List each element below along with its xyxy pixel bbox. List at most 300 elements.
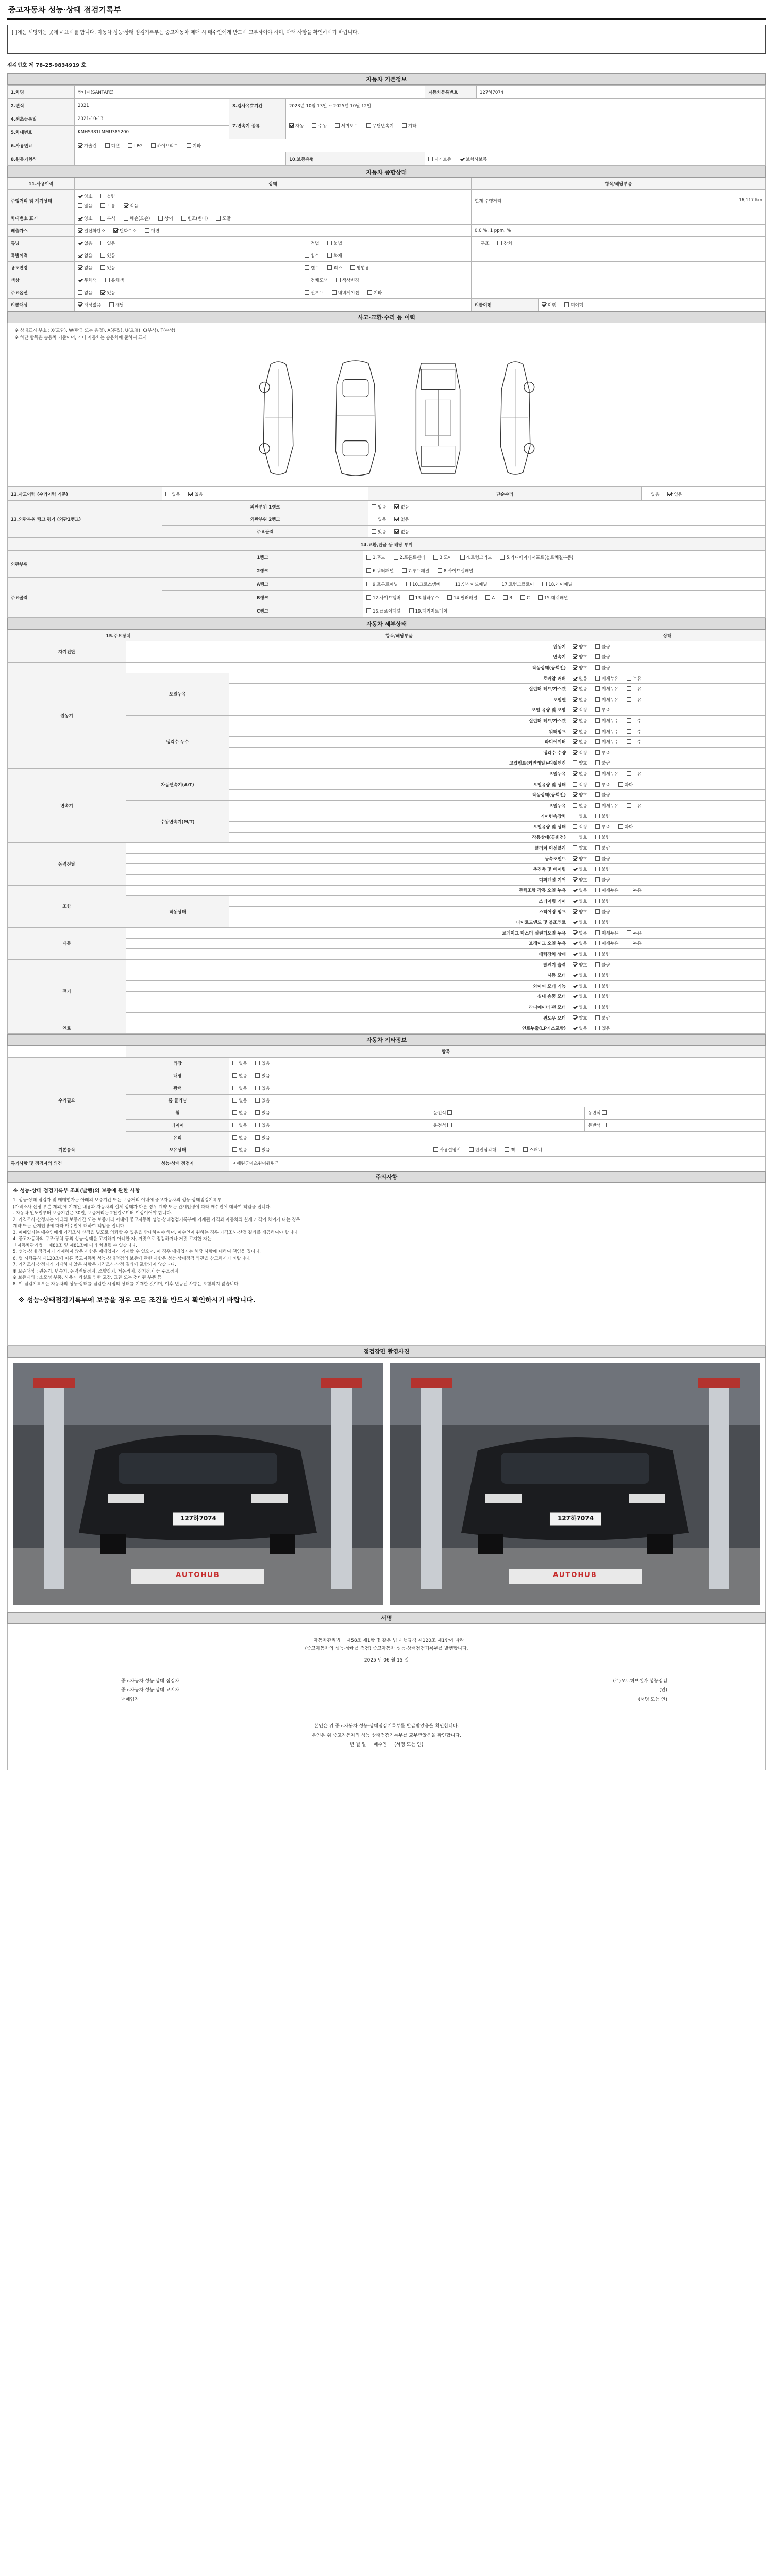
option-checkbox[interactable]: 없음 — [573, 940, 587, 946]
option-checkbox[interactable]: 누수 — [627, 728, 641, 735]
option-checkbox[interactable]: 없음 — [78, 240, 92, 246]
option-checkbox[interactable]: 양호 — [573, 951, 587, 957]
device-group: 동력전달 — [8, 843, 126, 885]
option-checkbox[interactable]: 없음 — [573, 930, 587, 936]
option-checkbox[interactable]: 없음 — [232, 1110, 247, 1116]
checkbox-icon — [627, 686, 631, 691]
option-checkbox[interactable]: 미세누유 — [595, 771, 618, 777]
etc-options — [229, 1107, 430, 1119]
option-checkbox[interactable]: 누유 — [627, 940, 641, 946]
checkbox-icon — [428, 157, 433, 161]
option-checkbox[interactable]: 적정 — [573, 750, 587, 756]
option-checkbox[interactable]: 많음 — [78, 202, 92, 209]
checkbox-icon — [573, 1026, 577, 1030]
checkbox-icon — [187, 143, 191, 148]
option-checkbox[interactable]: 부족 — [595, 782, 610, 788]
option-checkbox[interactable]: 있음 — [255, 1085, 270, 1091]
checkbox-icon — [124, 203, 128, 208]
checkbox-icon — [595, 930, 600, 935]
checkbox-icon — [394, 529, 399, 534]
option-checkbox[interactable]: 양호 — [573, 845, 587, 851]
option-checkbox[interactable]: 있음 — [100, 290, 115, 296]
option-checkbox[interactable]: 있음 — [255, 1060, 270, 1066]
checkbox-icon — [232, 1086, 237, 1090]
option-checkbox[interactable]: 상이 — [158, 215, 173, 222]
option-checkbox[interactable]: 양호 — [573, 1015, 587, 1021]
detail-item: 배력장치 상태 — [229, 949, 569, 960]
option-checkbox[interactable]: 도말 — [216, 215, 230, 222]
option-checkbox[interactable]: 불량 — [595, 909, 610, 915]
diagram-legend: ※ 상태표시 부호 : X(교환), W(판금 또는 용접), A(흠집), U(요철), C(부식), T(손상) ※ 하단 항목은 승용차 기준이며, 기타 자동차는 승용차에 준하여 표시 — [15, 328, 176, 341]
checkbox-icon — [366, 123, 371, 128]
checkbox-icon — [573, 867, 577, 871]
checkbox-icon — [500, 555, 505, 560]
checkbox-icon — [627, 697, 631, 702]
option-checkbox[interactable]: 없음 — [232, 1134, 247, 1141]
option-checkbox[interactable]: 없음 — [232, 1073, 247, 1079]
option-checkbox[interactable]: 양호 — [573, 877, 587, 883]
overall-row-label: 주행거리 및 계기상태 — [8, 190, 75, 212]
detail-status — [569, 1012, 766, 1023]
option-checkbox[interactable]: 기타 — [367, 290, 382, 296]
option-checkbox[interactable]: 있음 — [372, 529, 386, 535]
checkbox-icon — [332, 290, 337, 295]
option-checkbox[interactable]: 누유 — [627, 686, 641, 692]
label: 특기사항 및 점검자의 의견 — [8, 1156, 126, 1171]
signature-body: 「자동차관리법」 제58조 제1항 및 같은 법 시행규칙 제120조 제1항에 따라 (중고자동차의 성능·상태를 점검) 중고자동차 성능·상태점검기록부를 발행합니다. 2025 년 06 월 15 일 중고자동차 성능·상태 점검자 (주)오토허브셀카 성능점검 중고자동차 성능·상태 고지자 (인) 매매업자 (서명 또는 인) 본인은 위 중고자동차 성능·상태점검기록부를 발급받았음을 확인합니다. 본인은 위 중고자동차의 성능·상태점검기록부를 교부받았음을 확인합니다. 년 월 일 매수인 (서명 또는 인) — [7, 1624, 766, 1770]
label: 7.변속기 종류 — [229, 112, 286, 139]
checkbox-icon — [573, 888, 577, 892]
option-checkbox[interactable]: 불량 — [595, 654, 610, 660]
part-checkbox[interactable]: 2.프론트펜더 — [394, 554, 425, 561]
status-options — [472, 274, 766, 286]
part-checkbox[interactable]: 9.프론트패널 — [366, 581, 398, 587]
option-checkbox[interactable]: 미세누유 — [595, 940, 618, 946]
option-checkbox[interactable]: 없음 — [232, 1122, 247, 1128]
option-checkbox[interactable]: 있음 — [645, 491, 659, 497]
option-checkbox[interactable]: 일산화탄소 — [78, 228, 105, 234]
option-checkbox[interactable]: 부식 — [100, 215, 115, 222]
option-checkbox[interactable]: 하이브리드 — [151, 143, 178, 149]
part-checkbox[interactable]: 6.쿼터패널 — [366, 568, 394, 574]
option-checkbox[interactable]: 양호 — [573, 972, 587, 978]
option-checkbox[interactable]: 양호 — [573, 792, 587, 798]
option-checkbox[interactable]: 색상변경 — [336, 277, 359, 283]
option-checkbox[interactable]: 양호 — [78, 193, 92, 199]
detail-item: 라디에이터 팬 모터 — [229, 1002, 569, 1013]
option-checkbox[interactable]: 없음 — [573, 686, 587, 692]
section-header: 서명 — [8, 1612, 766, 1623]
option-checkbox[interactable]: 가솔린 — [78, 143, 97, 149]
option-checkbox[interactable]: 탄화수소 — [113, 228, 137, 234]
checkbox-icon — [305, 265, 309, 270]
part-checkbox[interactable]: 5.라디에이터서포트(볼트체결부품) — [500, 554, 573, 561]
part-checkbox[interactable]: 15.대쉬패널 — [538, 595, 568, 601]
option-checkbox[interactable]: 미세누유 — [595, 887, 618, 893]
option-checkbox[interactable]: 누유 — [627, 930, 641, 936]
option-checkbox[interactable]: 불량 — [595, 1004, 610, 1010]
part-checkbox[interactable]: 8.사이드실패널 — [438, 568, 473, 574]
option-checkbox[interactable]: 불량 — [595, 760, 610, 766]
option-checkbox[interactable]: 안전삼각대 — [469, 1147, 496, 1153]
option-checkbox[interactable]: 불량 — [595, 643, 610, 650]
checkbox-icon — [255, 1135, 260, 1140]
checkbox-icon — [78, 253, 82, 258]
label: 외판부위 2랭크 — [162, 513, 368, 526]
document-page — [7, 0, 766, 1770]
option-checkbox[interactable]: 있음 — [255, 1097, 270, 1104]
checkbox-icon — [573, 654, 577, 659]
checkbox-icon — [335, 123, 340, 128]
option-checkbox[interactable]: 렌트 — [305, 265, 319, 271]
option-checkbox[interactable]: 부족 — [595, 824, 610, 830]
status-options — [75, 237, 301, 249]
option-checkbox[interactable]: 있음 — [100, 252, 115, 259]
option-checkbox[interactable]: 미이행 — [564, 302, 583, 308]
fuel-options — [75, 139, 766, 152]
checkbox-icon — [113, 228, 118, 233]
option-checkbox[interactable]: 양호 — [573, 643, 587, 650]
option-checkbox[interactable]: 잭 — [505, 1147, 515, 1153]
option-checkbox[interactable]: 누수 — [627, 718, 641, 724]
option-checkbox[interactable]: 미세누유 — [595, 675, 618, 682]
option-checkbox[interactable]: 없음 — [78, 290, 92, 296]
option-checkbox[interactable]: 침수 — [305, 252, 319, 259]
option-checkbox[interactable]: 없음 — [394, 529, 409, 535]
option-checkbox[interactable]: 양호 — [573, 962, 587, 968]
option-checkbox[interactable]: 누유 — [627, 803, 641, 809]
option-checkbox[interactable]: 양호 — [573, 1004, 587, 1010]
note-line: (가격조사 산정 부분 제외)에 기재된 내용과 자동차의 실제 상태가 다른 경우 계약 또는 관계법령에 따라 매수인에 대하여 책임을 집니다. — [13, 1204, 272, 1210]
checkbox-icon — [350, 265, 355, 270]
option-checkbox[interactable]: 불량 — [595, 856, 610, 862]
detail-status — [569, 673, 766, 684]
label: 3.검사유효기간 — [229, 99, 286, 112]
option-checkbox[interactable]: 없음 — [573, 697, 587, 703]
option-checkbox[interactable]: 세미오토 — [335, 123, 358, 129]
option-checkbox[interactable]: 불량 — [595, 845, 610, 851]
option-checkbox[interactable]: 해당없음 — [78, 302, 101, 308]
option-checkbox[interactable]: 누유 — [627, 771, 641, 777]
option-checkbox[interactable]: 없음 — [188, 491, 203, 497]
option-checkbox[interactable]: 양호 — [573, 813, 587, 819]
device-subgroup: 수동변속기(M/T) — [126, 800, 229, 842]
option-checkbox[interactable]: 영업용 — [350, 265, 369, 271]
empty-cell — [126, 864, 229, 875]
option-checkbox[interactable]: 있음 — [255, 1073, 270, 1079]
status-options — [75, 190, 472, 212]
option-checkbox[interactable]: 불량 — [595, 866, 610, 872]
checkbox-icon — [627, 930, 631, 935]
part-checkbox[interactable]: 19.패키지트레이 — [409, 608, 448, 614]
option-checkbox[interactable]: 불량 — [595, 951, 610, 957]
checkbox-icon — [538, 595, 543, 600]
option-checkbox[interactable]: 불량 — [595, 972, 610, 978]
option-checkbox[interactable]: 양호 — [573, 983, 587, 989]
status-options — [301, 299, 472, 311]
option-checkbox[interactable]: 수동 — [312, 123, 326, 129]
option-checkbox[interactable]: 무단변속기 — [366, 123, 394, 129]
option-checkbox[interactable]: 적정 — [573, 824, 587, 830]
checkbox-icon — [433, 555, 438, 560]
label: 4.최초등록일 — [8, 112, 75, 126]
checkbox-icon — [151, 143, 156, 148]
option-checkbox[interactable]: 사용설명서 — [433, 1147, 461, 1153]
detail-item: 오일유량 및 상태 — [229, 822, 569, 833]
device-subgroup: 냉각수 누수 — [126, 716, 229, 769]
option-checkbox[interactable]: 불량 — [595, 993, 610, 999]
option-checkbox[interactable]: 없음 — [573, 728, 587, 735]
option-checkbox[interactable]: 누유 — [627, 697, 641, 703]
detail-status — [569, 832, 766, 843]
option-checkbox[interactable]: 미세누유 — [595, 803, 618, 809]
detail-status — [569, 885, 766, 896]
option-checkbox[interactable]: 양호 — [573, 856, 587, 862]
option-checkbox[interactable]: 내비게이션 — [332, 290, 359, 296]
option-checkbox[interactable]: 없음 — [573, 739, 587, 745]
option-checkbox[interactable]: 없음 — [232, 1085, 247, 1091]
detail-item: 냉각수 수량 — [229, 747, 569, 758]
option-checkbox[interactable]: 불량 — [595, 834, 610, 840]
part-checkbox[interactable]: 3.도어 — [433, 554, 452, 561]
option-checkbox[interactable]: 없음 — [78, 252, 92, 259]
option-checkbox[interactable]: 화재 — [327, 252, 342, 259]
checkbox-icon — [305, 253, 309, 258]
checkbox-icon — [78, 290, 82, 295]
device-group: 원동기 — [8, 663, 126, 769]
option-checkbox[interactable]: 불량 — [595, 962, 610, 968]
part-checkbox[interactable]: 11.인사이드패널 — [449, 581, 488, 587]
part-checkbox[interactable]: 18.리어패널 — [542, 581, 572, 587]
part-checkbox[interactable]: 13.휠하우스 — [409, 595, 439, 601]
checkbox-icon — [573, 814, 577, 818]
option-checkbox[interactable]: 불량 — [595, 877, 610, 883]
checkbox-icon — [216, 216, 221, 221]
part-checkbox[interactable]: 4.트렁크리드 — [460, 554, 492, 561]
detail-item: 타이로드엔드 및 볼조인트 — [229, 917, 569, 928]
checkbox-icon — [100, 203, 105, 208]
option-checkbox[interactable]: 있음 — [255, 1110, 270, 1116]
checkbox-icon — [402, 568, 407, 573]
option-checkbox[interactable]: 없음 — [573, 1025, 587, 1031]
detail-status — [569, 981, 766, 992]
option-checkbox[interactable]: 있음 — [255, 1134, 270, 1141]
checkbox-icon — [595, 909, 600, 914]
option-checkbox[interactable]: 보통 — [100, 202, 115, 209]
option-checkbox[interactable]: 양호 — [573, 993, 587, 999]
option-checkbox[interactable]: 변조(변타) — [181, 215, 208, 222]
etc-options — [229, 1070, 430, 1082]
part-checkbox[interactable]: 14.필러패널 — [447, 595, 477, 601]
option-checkbox[interactable]: 적정 — [573, 782, 587, 788]
checkbox-icon — [573, 1005, 577, 1009]
part-checkbox[interactable]: C — [520, 595, 530, 601]
option-checkbox[interactable]: 불량 — [595, 813, 610, 819]
option-checkbox[interactable]: 양호 — [573, 834, 587, 840]
option-checkbox[interactable]: 양호 — [573, 919, 587, 925]
option-checkbox[interactable]: 기타 — [402, 123, 416, 129]
checkbox-icon — [542, 302, 546, 307]
checkbox-icon — [372, 529, 376, 534]
option-checkbox[interactable]: 없음 — [78, 265, 92, 271]
option-checkbox[interactable]: 불량 — [595, 792, 610, 798]
option-checkbox[interactable]: 적음 — [124, 202, 138, 209]
checkbox-icon — [573, 771, 577, 776]
option-checkbox[interactable]: 양호 — [573, 665, 587, 671]
device-group: 전기 — [8, 959, 126, 1023]
warning-text: ※ 성능·상태점검기록부에 보증을 경우 모든 조건을 반드시 확인하시기 바랍니다. — [18, 1297, 256, 1305]
option-checkbox[interactable]: 누수 — [627, 739, 641, 745]
option-checkbox[interactable]: 미세누수 — [595, 718, 618, 724]
detail-status — [569, 705, 766, 716]
option-checkbox[interactable]: 불량 — [595, 1015, 610, 1021]
option-checkbox[interactable]: 양호 — [573, 654, 587, 660]
part-checkbox[interactable]: 7.루프패널 — [402, 568, 429, 574]
etc-info-section — [7, 1034, 766, 1171]
checkbox-icon — [232, 1073, 237, 1078]
device-group: 자기진단 — [8, 641, 126, 663]
option-checkbox[interactable]: 누유 — [627, 887, 641, 893]
device-group: 변속기 — [8, 769, 126, 843]
detail-status — [569, 853, 766, 864]
option-checkbox[interactable]: 썬루프 — [305, 290, 324, 296]
note-line: 1. 성능·상태 점검자 및 매매업자는 아래의 보증기간 또는 보증거리 이내에 중고자동차의 성능·상태점검기록부 — [13, 1198, 222, 1204]
option-checkbox[interactable]: 없음 — [573, 675, 587, 682]
detail-item: 워터펌프 — [229, 726, 569, 737]
option-checkbox[interactable]: 없음 — [667, 491, 682, 497]
option-checkbox[interactable]: 없음 — [232, 1147, 247, 1153]
part-checkbox[interactable]: 1.후드 — [366, 554, 385, 561]
option-checkbox[interactable]: 스패너 — [523, 1147, 542, 1153]
option-checkbox[interactable]: 있음 — [100, 240, 115, 246]
option-checkbox[interactable]: 미세누수 — [595, 728, 618, 735]
option-checkbox[interactable]: 리스 — [327, 265, 342, 271]
option-checkbox[interactable]: 해당 — [109, 302, 124, 308]
option-checkbox[interactable]: 무채색 — [78, 277, 97, 283]
option-checkbox[interactable]: 기타 — [187, 143, 201, 149]
option-checkbox[interactable]: 불량 — [595, 898, 610, 904]
overall-row-label: 차대번호 표기 — [8, 212, 75, 225]
option-checkbox[interactable]: 자가보증 — [428, 156, 451, 162]
option-checkbox[interactable]: 양호 — [573, 866, 587, 872]
label: 8.원동기형식 — [8, 152, 75, 166]
option-checkbox[interactable]: 있음 — [372, 504, 386, 510]
detail-item: 작동상태(공회전) — [229, 663, 569, 673]
part-checkbox[interactable]: 16.플로어패널 — [366, 608, 401, 614]
option-checkbox[interactable]: 없음 — [232, 1060, 247, 1066]
detail-item: 오일 유량 및 오염 — [229, 705, 569, 716]
option-checkbox[interactable]: 미세누유 — [595, 930, 618, 936]
checkbox-icon — [573, 707, 577, 712]
detail-item: 시동 모터 — [229, 970, 569, 981]
checkbox-icon — [327, 265, 332, 270]
option-checkbox[interactable]: 장치 — [497, 240, 512, 246]
option-checkbox[interactable]: 있음 — [165, 491, 180, 497]
checkbox-icon — [667, 492, 672, 496]
option-checkbox[interactable]: 미세누수 — [595, 739, 618, 745]
option-checkbox[interactable]: 양호 — [573, 909, 587, 915]
option-checkbox[interactable]: 훼손(오손) — [124, 215, 150, 222]
option-checkbox[interactable]: 미세누유 — [595, 697, 618, 703]
option-checkbox[interactable]: 자동 — [289, 123, 304, 129]
detail-status — [569, 991, 766, 1002]
checkbox-icon — [78, 302, 82, 307]
option-checkbox[interactable]: 과다 — [618, 782, 633, 788]
option-checkbox[interactable]: 양호 — [573, 760, 587, 766]
part-checkbox[interactable]: A — [485, 595, 495, 601]
parts-options — [363, 578, 766, 591]
checkbox-icon — [447, 1110, 452, 1115]
option-checkbox[interactable]: 있음 — [255, 1147, 270, 1153]
detail-item: 실린더 헤드/가스켓 — [229, 684, 569, 694]
option-checkbox[interactable]: 있음 — [372, 516, 386, 522]
option-checkbox[interactable]: 유채색 — [105, 277, 124, 283]
detail-status — [569, 875, 766, 886]
option-checkbox[interactable]: 이행 — [542, 302, 556, 308]
option-checkbox[interactable]: 불량 — [595, 983, 610, 989]
option-checkbox[interactable]: 있음 — [100, 265, 115, 271]
part-checkbox[interactable]: 12.사이드멤버 — [366, 595, 401, 601]
option-checkbox[interactable]: 있음 — [255, 1122, 270, 1128]
option-checkbox[interactable]: 없음 — [394, 504, 409, 510]
option-checkbox[interactable]: 미세누유 — [595, 686, 618, 692]
detail-item: 디퍼렌셜 기어 — [229, 875, 569, 886]
option-checkbox[interactable]: 누유 — [627, 675, 641, 682]
option-checkbox[interactable]: 없음 — [573, 803, 587, 809]
checkbox-icon — [181, 216, 186, 221]
option-checkbox[interactable]: 양호 — [573, 898, 587, 904]
option-checkbox[interactable]: 양호 — [78, 215, 92, 222]
option-checkbox[interactable]: 없음 — [232, 1097, 247, 1104]
checkbox-icon — [165, 492, 170, 496]
checkbox-icon — [485, 595, 490, 600]
part-checkbox[interactable]: 10.크로스멤버 — [406, 581, 441, 587]
option-checkbox[interactable]: 있음 — [595, 1025, 610, 1031]
option-checkbox[interactable]: 구조 — [475, 240, 489, 246]
notes-section — [7, 1171, 766, 1346]
part-checkbox[interactable]: 17.트렁크플로어 — [496, 581, 534, 587]
option-checkbox[interactable]: 불법 — [327, 240, 342, 246]
option-checkbox[interactable]: 없음 — [573, 771, 587, 777]
option-checkbox[interactable]: 없음 — [573, 887, 587, 893]
option-checkbox[interactable]: 매연 — [145, 228, 159, 234]
parts-options — [363, 591, 766, 604]
option-checkbox[interactable]: 적법 — [305, 240, 319, 246]
option-checkbox[interactable]: 디젤 — [105, 143, 120, 149]
option-checkbox[interactable]: 불량 — [595, 665, 610, 671]
option-checkbox[interactable]: 불량 — [100, 193, 115, 199]
option-checkbox[interactable]: 없음 — [573, 718, 587, 724]
detail-status — [569, 811, 766, 822]
checkbox-icon — [232, 1135, 237, 1140]
option-checkbox[interactable]: 적정 — [573, 707, 587, 713]
etc-item: 외장 — [126, 1057, 229, 1070]
grade-label: 주요골격 — [8, 578, 162, 618]
option-checkbox[interactable]: LPG — [128, 143, 142, 149]
detail-item: 와이퍼 모터 기능 — [229, 981, 569, 992]
checkbox-icon — [573, 877, 577, 882]
option-checkbox[interactable]: 불량 — [595, 919, 610, 925]
option-checkbox[interactable]: 전체도색 — [305, 277, 328, 283]
checkbox-icon — [564, 302, 569, 307]
option-checkbox[interactable]: 과다 — [618, 824, 633, 830]
option-checkbox[interactable]: 없음 — [394, 516, 409, 522]
option-checkbox[interactable]: 부족 — [595, 750, 610, 756]
part-checkbox[interactable]: B — [503, 595, 512, 601]
checkbox-icon — [505, 1147, 509, 1152]
option-checkbox[interactable]: 부족 — [595, 707, 610, 713]
option-checkbox[interactable]: 보험사보증 — [460, 156, 487, 162]
